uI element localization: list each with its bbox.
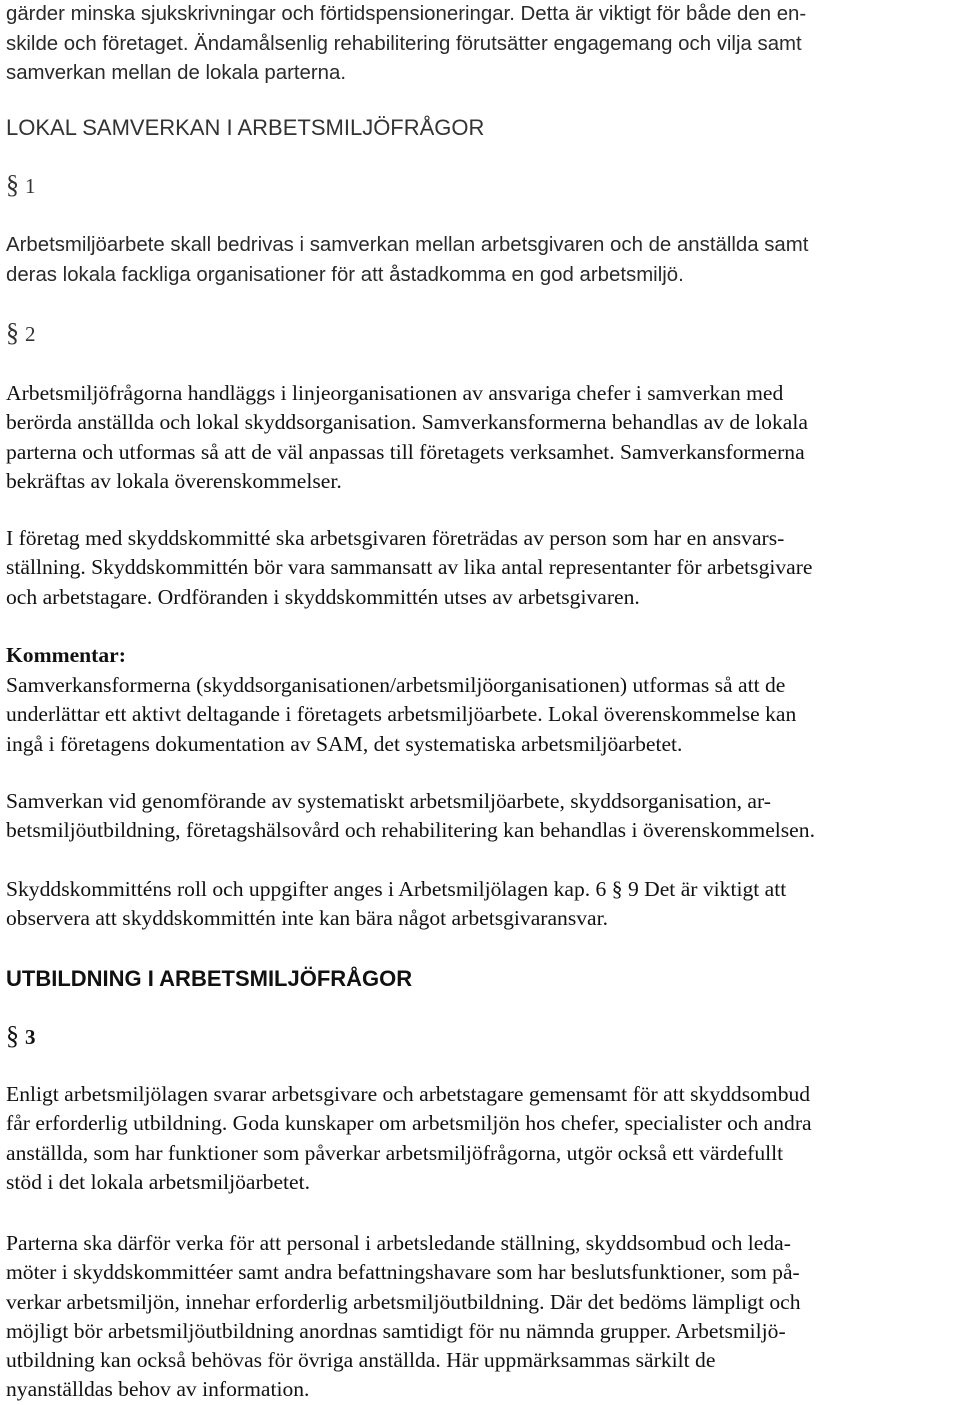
- text-line: bekräftas av lokala överenskommelser.: [6, 468, 342, 493]
- comment-text-2: [6, 787, 958, 846]
- paragraph-2-text-cont: [6, 524, 958, 612]
- paragraph-number: 3: [25, 1025, 36, 1049]
- section-heading-utbildning: UTBILDNING I ARBETSMILJÖFRÅGOR: [6, 966, 413, 991]
- text-line: parterna och utformas så att de väl anpassas till företagets verksamhet. Samverkansformerna: [6, 439, 805, 464]
- text-line: får erforderlig utbildning. Goda kunskaper om arbetsmiljön hos chefer, specialister och andra: [6, 1111, 812, 1136]
- text-line: gärder minska sjukskrivningar och förtidspensioneringar. Detta är viktigt för både den en-: [6, 3, 807, 25]
- text-line: möter i skyddskommittéer samt andra befattningshavare som har beslutsfunktioner, som på-: [6, 1260, 800, 1285]
- text-line: observera att skyddskommittén inte kan bära något arbetsgivaransvar.: [6, 906, 609, 931]
- paragraph-1-text: [6, 231, 958, 290]
- text-line: stöd i det lokala arbetsmiljöarbetet.: [6, 1169, 311, 1194]
- paragraph-marker-3: [6, 1021, 958, 1052]
- text-line: skilde och företaget. Ändamålsenlig rehabilitering förutsätter engagemang och vilja samt: [6, 32, 802, 55]
- text-line: ingå i företagens dokumentation av SAM, det systematiska arbetsmiljöarbetet.: [6, 731, 683, 756]
- text-line: Samverkansformerna (skyddsorganisationen/arbetsmiljöorganisationen) utformas så att de: [6, 673, 786, 697]
- text-line: berörda anställda och lokal skyddsorganisation. Samverkansformerna behandlas av de lokala: [6, 410, 808, 435]
- paragraph-number: 1: [25, 174, 36, 198]
- paragraph-2-text: [6, 379, 958, 496]
- section-sign: §: [6, 1021, 19, 1050]
- text-line: ställning. Skyddskommittén bör vara sammansatt av lika antal representanter för arbetsgivare: [6, 555, 813, 580]
- text-line: underlättar ett aktivt deltagande i företagets arbetsmiljöarbete. Lokal överenskommelse kan: [6, 702, 797, 727]
- text-line: Arbetsmiljöfrågorna handläggs i linjeorganisationen av ansvariga chefer i samverkan med: [6, 381, 784, 405]
- text-line: Skyddskommitténs roll och uppgifter anges i Arbetsmiljölagen kap. 6 § 9 Det är viktigt att: [6, 877, 787, 901]
- comment-label: Kommentar:: [6, 643, 126, 667]
- text-line: I företag med skyddskommitté ska arbetsgivaren företrädas av person som har en ansvars-: [6, 526, 785, 550]
- paragraph-marker-1: [6, 170, 958, 201]
- text-line: Parterna ska därför verka för att personal i arbetsledande ställning, skyddsombud och leda-: [6, 1231, 791, 1255]
- paragraph-number: 2: [25, 322, 36, 346]
- paragraph-3-text-cont: [6, 1229, 958, 1405]
- text-line: utbildning kan också behövas för övriga anställda. Här uppmärksammas särkilt de: [6, 1348, 716, 1373]
- text-line: verkar arbetsmiljön, innehar erforderlig arbetsmiljöutbildning. Där det bedöms lämpligt och: [6, 1289, 801, 1314]
- text-line: nyanställdas behov av information.: [6, 1377, 310, 1402]
- comment-text-3: [6, 875, 958, 934]
- text-line: anställda, som har funktioner som påverkar arbetsmiljöfrågorna, utgör också ett värdefullt: [6, 1140, 784, 1165]
- text-line: samverkan mellan de lokala parterna.: [6, 62, 347, 84]
- text-line: Enligt arbetsmiljölagen svarar arbetsgivare och arbetstagare gemensamt för att skyddsombud: [6, 1082, 811, 1106]
- section-heading-lokal-samverkan: LOKAL SAMVERKAN I ARBETSMILJÖFRÅGOR: [6, 115, 485, 140]
- text-line: möjligt bör arbetsmiljöutbildning anordnas samtidigt för nu nämnda grupper. Arbetsmiljö-: [6, 1318, 786, 1343]
- intro-paragraph: [6, 0, 958, 89]
- section-sign: §: [6, 170, 19, 199]
- section-sign: §: [6, 318, 19, 347]
- paragraph-3-text: [6, 1080, 958, 1197]
- text-line: Arbetsmiljöarbete skall bedrivas i samverkan mellan arbetsgivaren och de anställda samt: [6, 234, 809, 256]
- text-line: Samverkan vid genomförande av systematiskt arbetsmiljöarbete, skyddsorganisation, ar-: [6, 789, 771, 813]
- text-line: och arbetstagare. Ordföranden i skyddskommittén utses av arbetsgivaren.: [6, 584, 640, 609]
- paragraph-marker-2: [6, 318, 958, 349]
- text-line: betsmiljöutbildning, företagshälsovård och rehabilitering kan behandlas i överenskommelsen.: [6, 818, 815, 843]
- text-line: deras lokala fackliga organisationer för att åstadkomma en god arbetsmiljö.: [6, 263, 684, 286]
- comment-text: [6, 671, 958, 759]
